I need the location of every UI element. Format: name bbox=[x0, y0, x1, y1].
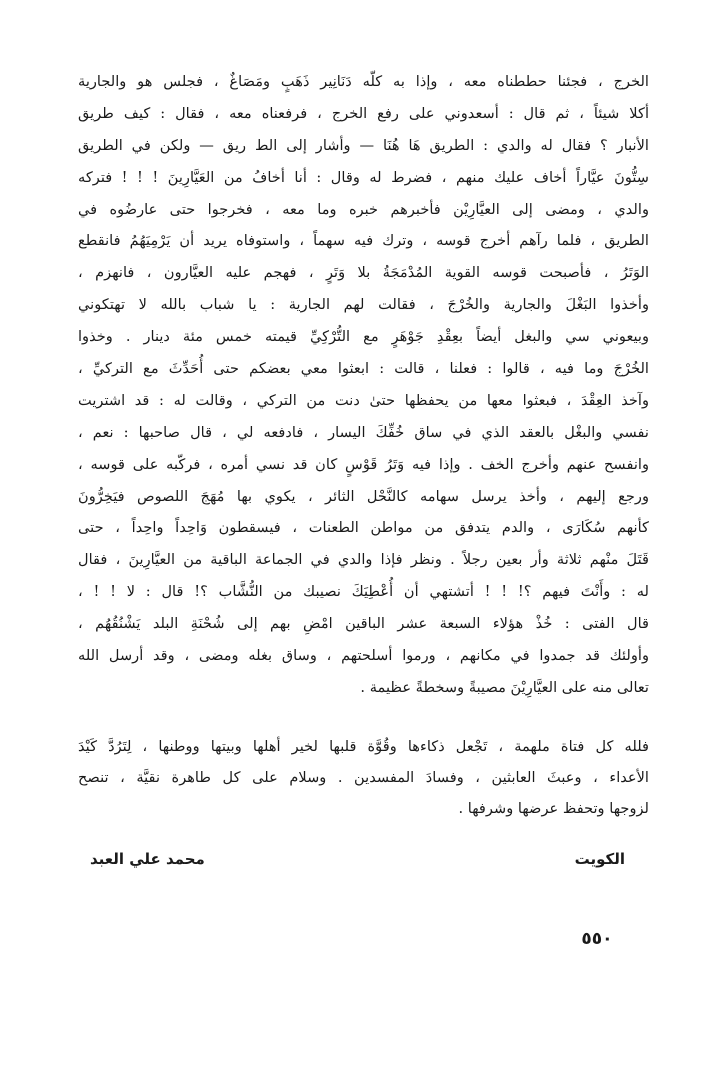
text-line: وأخذوا البَغْلَ والجارية والخُرْجَ ، فقالت لهم الجارية : يا شباب بالله لا تهتكوني bbox=[78, 296, 649, 314]
text-line: ورجع إليهم ، وأخذ يرسل سهامه كالنَّحْل الثائر ، يكوي بها مُهَجَ اللصوص فيَخِرُّونَ bbox=[78, 487, 649, 505]
text-line: وانفسح عنهم وأخرج الخف . وإذا فيه وَتَرُ قَوْسٍ كان قد نسي أمره ، فركّبه على قوسه ، bbox=[78, 455, 649, 473]
text-line: الوَتَرُ ، فأصبحت قوسه القوية المُدْمَجَةُ بلا وَتَرٍ ، فهجم عليه العيَّارون ، فانهزم ، bbox=[78, 264, 649, 282]
text-line: الأنبار ؟ فقال له والدي : الطريق هَا هُنَا — وأشار إلى الط ريق — ولكن في الطريق bbox=[78, 136, 649, 154]
signature bbox=[90, 842, 625, 876]
text-line: فلله كل فتاة ملهمة ، تَجْعل ذكاءها وقُوَّة قلبها لخير أهلها وبيتها ووطنها ، لِتَرُدَّ كَيْدَ bbox=[78, 738, 649, 755]
story-paragraph bbox=[78, 66, 649, 704]
text-line: وآخذ العِقْدَ ، فبعثوا معها من يحفظها حتىٰ دنت من التركي ، وقالت له : قد اشتريت bbox=[78, 391, 649, 409]
text-line: قَتَلَ منْهم ثلاثة وأر بعين رجلاً . ونظر فإذا والدي في الجماعة الباقية من العيَّارِينَ ، فقال bbox=[78, 551, 649, 569]
page-number: ٥٥٠ bbox=[581, 929, 613, 949]
text-line: قال الفتى : خُذْ هؤلاء السبعة عشر الباقين امْضِ بهم إلى شُحْنَةِ البلد يَشْنُقُهُم ، bbox=[78, 615, 649, 633]
signature-author: محمد علي العبد bbox=[90, 850, 205, 868]
text-line: نفسي والبغْل بالعقد الذي في ساق خُفِّكَ اليسار ، فادفعه لي ، قال صاحبها : نعم ، bbox=[78, 423, 649, 441]
signature-place: الكويت bbox=[574, 850, 625, 868]
text-line: كأنهم سُكَارَى ، والدم يتدفق من مواطن الطعنات ، فيسقطون وَاحِداً واحِداً ، حتى bbox=[78, 519, 649, 537]
text-line: الطريق ، فلما رآهم أخرج قوسه ، وترك فيه سهماً ، واستوفاه يريد أن يَرْمِيَهُمُ فانقطع bbox=[78, 232, 649, 250]
closing-paragraph bbox=[78, 731, 649, 824]
text-line: لزوجها وتحفظ عرضها وشرفها . bbox=[458, 800, 649, 817]
text-line: سِتُّونَ عيَّاراً أخاف عليك منهم ، فضرط له وقال : أنا أخافُ من العَيَّارِينَ ! ! ! فتركه bbox=[78, 168, 649, 186]
text-line: له : وأَنْتَ فيهم ؟! ! ! أتشتهي أن أُعْطِيَكَ نصيبك من النُّشَّاب ؟! قال : لا ! ! ، bbox=[78, 583, 649, 601]
text-line: أكلا شيئاً ، ثم قال : أسعدوني على رفع الخرج ، فرفعناه معه ، فقال : كيف طريق bbox=[78, 104, 649, 122]
text-line: وأولئك قد جمدوا في مكانهم ، ورموا أسلحتهم ، وساق بغله ومضى ، وقد أرسل الله bbox=[78, 647, 649, 665]
text-line: تعالى منه على العيَّارِيْنَ مصيبةً وسخطةً عظيمة . bbox=[360, 678, 649, 696]
text-line: الخُرْجَ وما فيه ، قالوا : فعلنا ، قالت : ابعثوا معي بعضكم حتى أُحَدِّثَ مع التركيِّ ، bbox=[78, 360, 649, 378]
text-line: الخرج ، فجئنا حططناه معه ، وإذا به كلّه دَنَانِير ذَهَبٍ ومَصَاغٌ ، فجلس هو والجارية bbox=[78, 73, 649, 90]
text-line: والدي ، ومضى إلى العيَّارِيْن فأخبرهم خبره وما معه ، فخرجوا حتى عارضُوه في bbox=[78, 200, 649, 218]
text-line: الأعداء ، وعبثَ العابثين ، وفسادَ المفسدين . وسلام على كل طاهرة نقيَّة ، تنصح bbox=[78, 769, 649, 786]
text-line: وبيعوني سي والبغل أيضاً بعِقْدِ جَوْهَرٍ مع التُّرْكِيِّ قيمته خمس مئة دينار . وخذوا bbox=[78, 328, 649, 346]
